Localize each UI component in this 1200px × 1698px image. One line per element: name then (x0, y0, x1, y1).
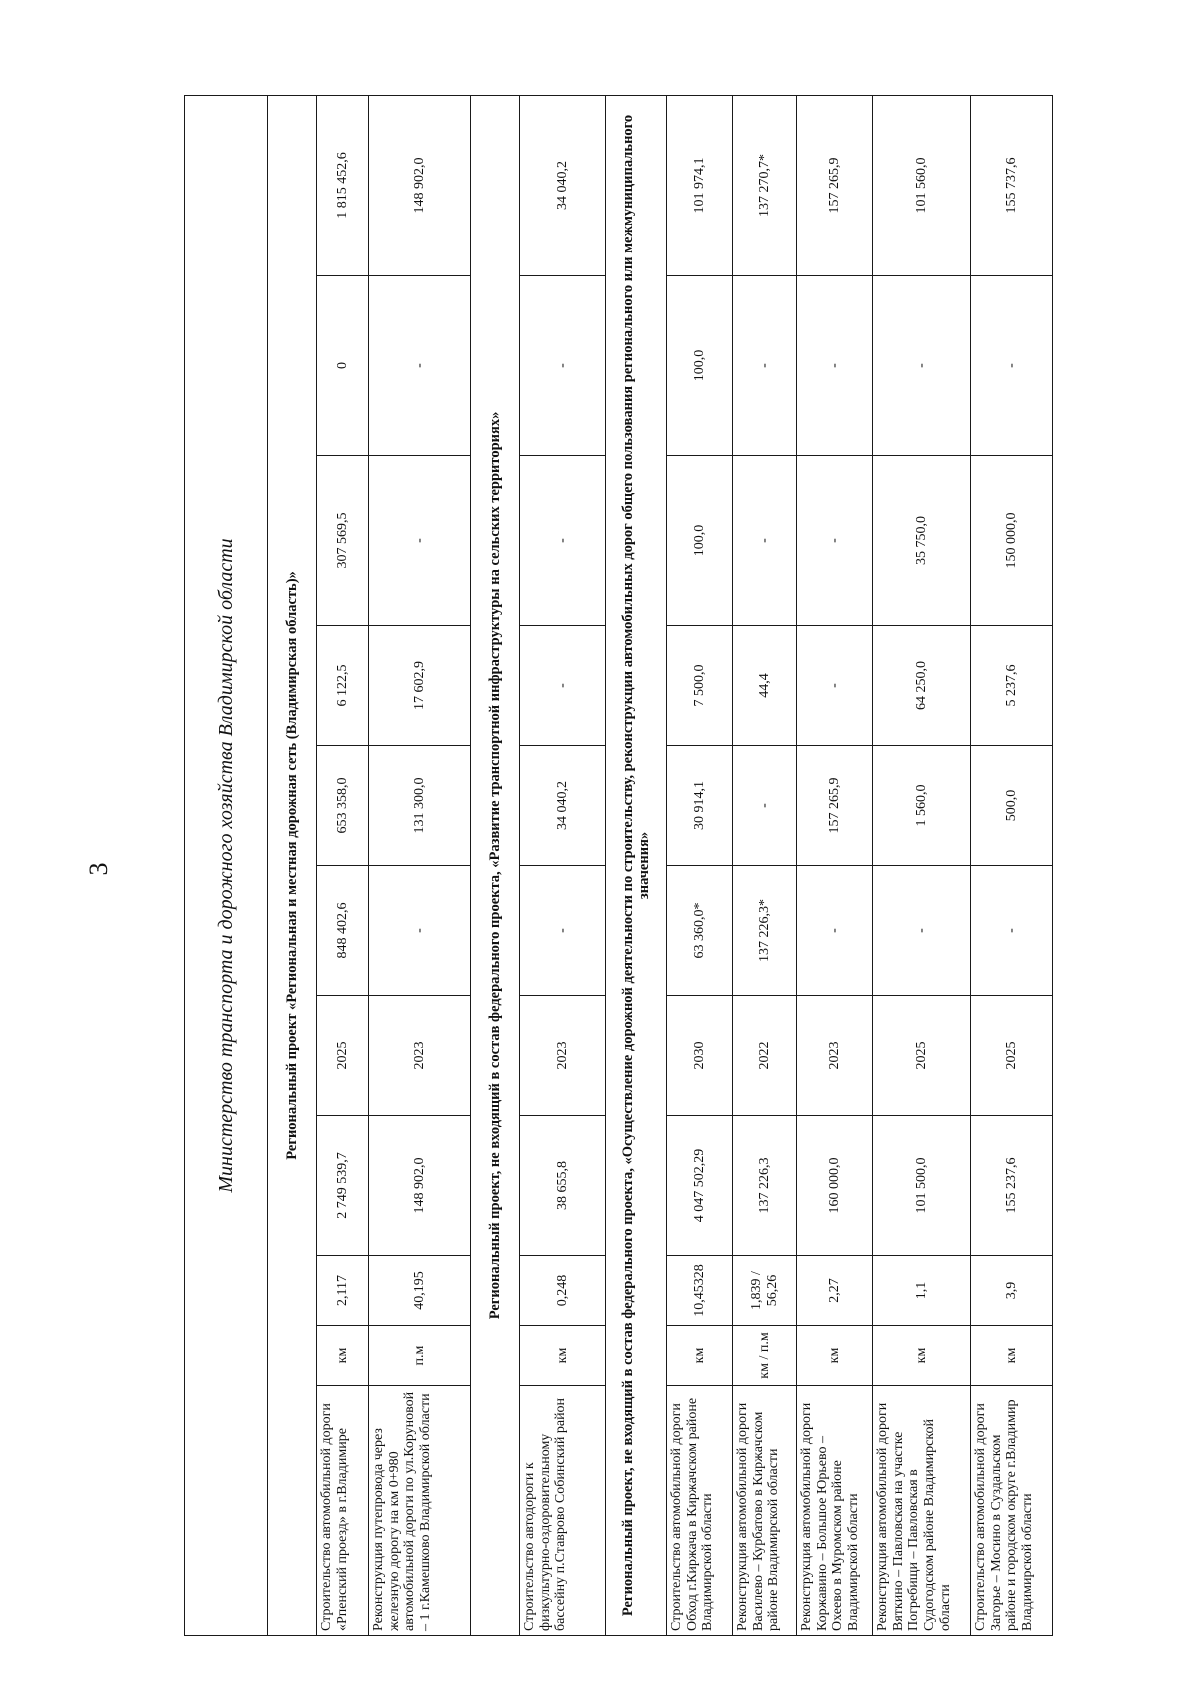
value-cell: - (797, 456, 873, 626)
value-cell: - (369, 456, 471, 626)
estimated-cost-cell: 2 749 539,7 (317, 1116, 369, 1256)
unit-cell: км (971, 1326, 1053, 1386)
object-name: Реконструкция автомобильной дороги Василево – Курбатово в Киржачском районе Владимирской области (733, 1386, 797, 1636)
total-cell: 1 815 452,6 (317, 95, 369, 275)
total-cell: 157 265,9 (797, 95, 873, 275)
estimated-cost-cell: 137 226,3 (733, 1116, 797, 1256)
value-cell: 17 602,9 (369, 626, 471, 746)
total-cell: 148 902,0 (369, 95, 471, 275)
value-cell: - (971, 276, 1053, 456)
value-cell: - (520, 626, 606, 746)
estimated-cost-cell: 148 902,0 (369, 1116, 471, 1256)
capacity-cell: 1,1 (873, 1256, 971, 1326)
value-cell: - (873, 276, 971, 456)
completion-year-cell: 2025 (873, 996, 971, 1116)
capacity-cell: 10,45328 (667, 1256, 733, 1326)
unit-cell: п.м (369, 1326, 471, 1386)
value-cell: 653 358,0 (317, 746, 369, 866)
estimated-cost-cell: 4 047 502,29 (667, 1116, 733, 1256)
completion-year-cell: 2023 (797, 996, 873, 1116)
value-cell: 307 569,5 (317, 456, 369, 626)
value-cell: - (971, 866, 1053, 996)
table-row (971, 95, 1053, 1635)
value-cell: - (369, 866, 471, 996)
table-row (797, 95, 873, 1635)
value-cell: - (797, 626, 873, 746)
value-cell: - (369, 276, 471, 456)
completion-year-cell: 2025 (971, 996, 1053, 1116)
value-cell: 64 250,0 (873, 626, 971, 746)
capacity-cell: 0,248 (520, 1256, 606, 1326)
estimated-cost-cell: 101 500,0 (873, 1116, 971, 1256)
value-cell: 131 300,0 (369, 746, 471, 866)
capacity-cell: 2,117 (317, 1256, 369, 1326)
value-cell: 100,0 (667, 456, 733, 626)
value-cell: 6 122,5 (317, 626, 369, 746)
value-cell: - (873, 866, 971, 996)
completion-year-cell: 2025 (317, 996, 369, 1116)
section-title: Региональный проект, не входящий в состав федерального проекта, «Развитие транспортной инфраструктуры на сельских территориях» (471, 95, 520, 1635)
value-cell: 30 914,1 (667, 746, 733, 866)
value-cell: 63 360,0* (667, 866, 733, 996)
capacity-cell: 1,839 / 56,26 (733, 1256, 797, 1326)
section-title: Региональный проект «Региональная и местная дорожная сеть (Владимирская область)» (268, 95, 317, 1635)
value-cell: - (520, 456, 606, 626)
value-cell: - (520, 276, 606, 456)
total-cell: 155 737,6 (971, 95, 1053, 275)
table-row (733, 95, 797, 1635)
value-cell: 34 040,2 (520, 746, 606, 866)
value-cell: 150 000,0 (971, 456, 1053, 626)
object-name: Реконструкция автомобильной дороги Коржавино – Большое Юрьево – Охеево в Муромском районе Владимирской области (797, 1386, 873, 1636)
total-cell: 101 974,1 (667, 95, 733, 275)
value-cell: 5 237,6 (971, 626, 1053, 746)
estimated-cost-cell: 160 000,0 (797, 1116, 873, 1256)
table-row (520, 95, 606, 1635)
object-name: Реконструкция путепровода через железную дорогу на км 0+980 автомобильной дороги по ул.Коруновой – 1 г.Камешково Владимирской области (369, 1386, 471, 1636)
estimated-cost-cell: 155 237,6 (971, 1116, 1053, 1256)
completion-year-cell: 2030 (667, 996, 733, 1116)
value-cell: - (797, 866, 873, 996)
table-row (667, 95, 733, 1635)
value-cell: 848 402,6 (317, 866, 369, 996)
object-name: Реконструкция автомобильной дороги Вяткино – Павловская на участке Погребищи – Павловская в Судогодском районе Владимирской области (873, 1386, 971, 1636)
capacity-cell: 40,195 (369, 1256, 471, 1326)
value-cell: - (733, 456, 797, 626)
unit-cell: км (797, 1326, 873, 1386)
value-cell: - (520, 866, 606, 996)
value-cell: - (733, 276, 797, 456)
value-cell: 0 (317, 276, 369, 456)
table-row (873, 95, 971, 1635)
rotated-page (184, 96, 1034, 1636)
completion-year-cell: 2023 (520, 996, 606, 1116)
value-cell: 44,4 (733, 626, 797, 746)
value-cell: - (797, 276, 873, 456)
table-row (317, 95, 369, 1635)
budget-table (184, 95, 1053, 1636)
total-cell: 34 040,2 (520, 95, 606, 275)
object-name: Строительство автомобильной дороги «Рпенский проезд» в г.Владимире (317, 1386, 369, 1636)
value-cell: 100,0 (667, 276, 733, 456)
estimated-cost-cell: 38 655,8 (520, 1116, 606, 1256)
unit-cell: км (520, 1326, 606, 1386)
page-number: 3 (84, 862, 113, 876)
object-name: Строительство автомобильной дороги Обход г.Киржача в Киржачском районе Владимирской области (667, 1386, 733, 1636)
value-cell: 7 500,0 (667, 626, 733, 746)
unit-cell: км (317, 1326, 369, 1386)
value-cell: 137 226,3* (733, 866, 797, 996)
value-cell: 500,0 (971, 746, 1053, 866)
capacity-cell: 3,9 (971, 1256, 1053, 1326)
section-title: Региональный проект, не входящий в состав федерального проекта, «Осуществление дорожной деятельности по строительству, реконструкции автомобильных дорог общего пользования регионального или межмуниципального значения» (606, 95, 667, 1635)
value-cell: 1 560,0 (873, 746, 971, 866)
completion-year-cell: 2023 (369, 996, 471, 1116)
total-cell: 101 560,0 (873, 95, 971, 275)
ministry-header: Министерство транспорта и дорожного хозяйства Владимирской области (185, 95, 268, 1635)
unit-cell: км (873, 1326, 971, 1386)
value-cell: - (733, 746, 797, 866)
value-cell: 157 265,9 (797, 746, 873, 866)
completion-year-cell: 2022 (733, 996, 797, 1116)
capacity-cell: 2,27 (797, 1256, 873, 1326)
table-row (369, 95, 471, 1635)
object-name: Строительство автомобильной дороги Загорье – Мосино в Суздальском районе и городском округе г.Владимир Владимирской области (971, 1386, 1053, 1636)
unit-cell: км (667, 1326, 733, 1386)
unit-cell: км / п.м (733, 1326, 797, 1386)
object-name: Строительство автодороги к физкультурно-оздоровительному бассейну п.Ставрово Собинский район (520, 1386, 606, 1636)
value-cell: 35 750,0 (873, 456, 971, 626)
total-cell: 137 270,7* (733, 95, 797, 275)
